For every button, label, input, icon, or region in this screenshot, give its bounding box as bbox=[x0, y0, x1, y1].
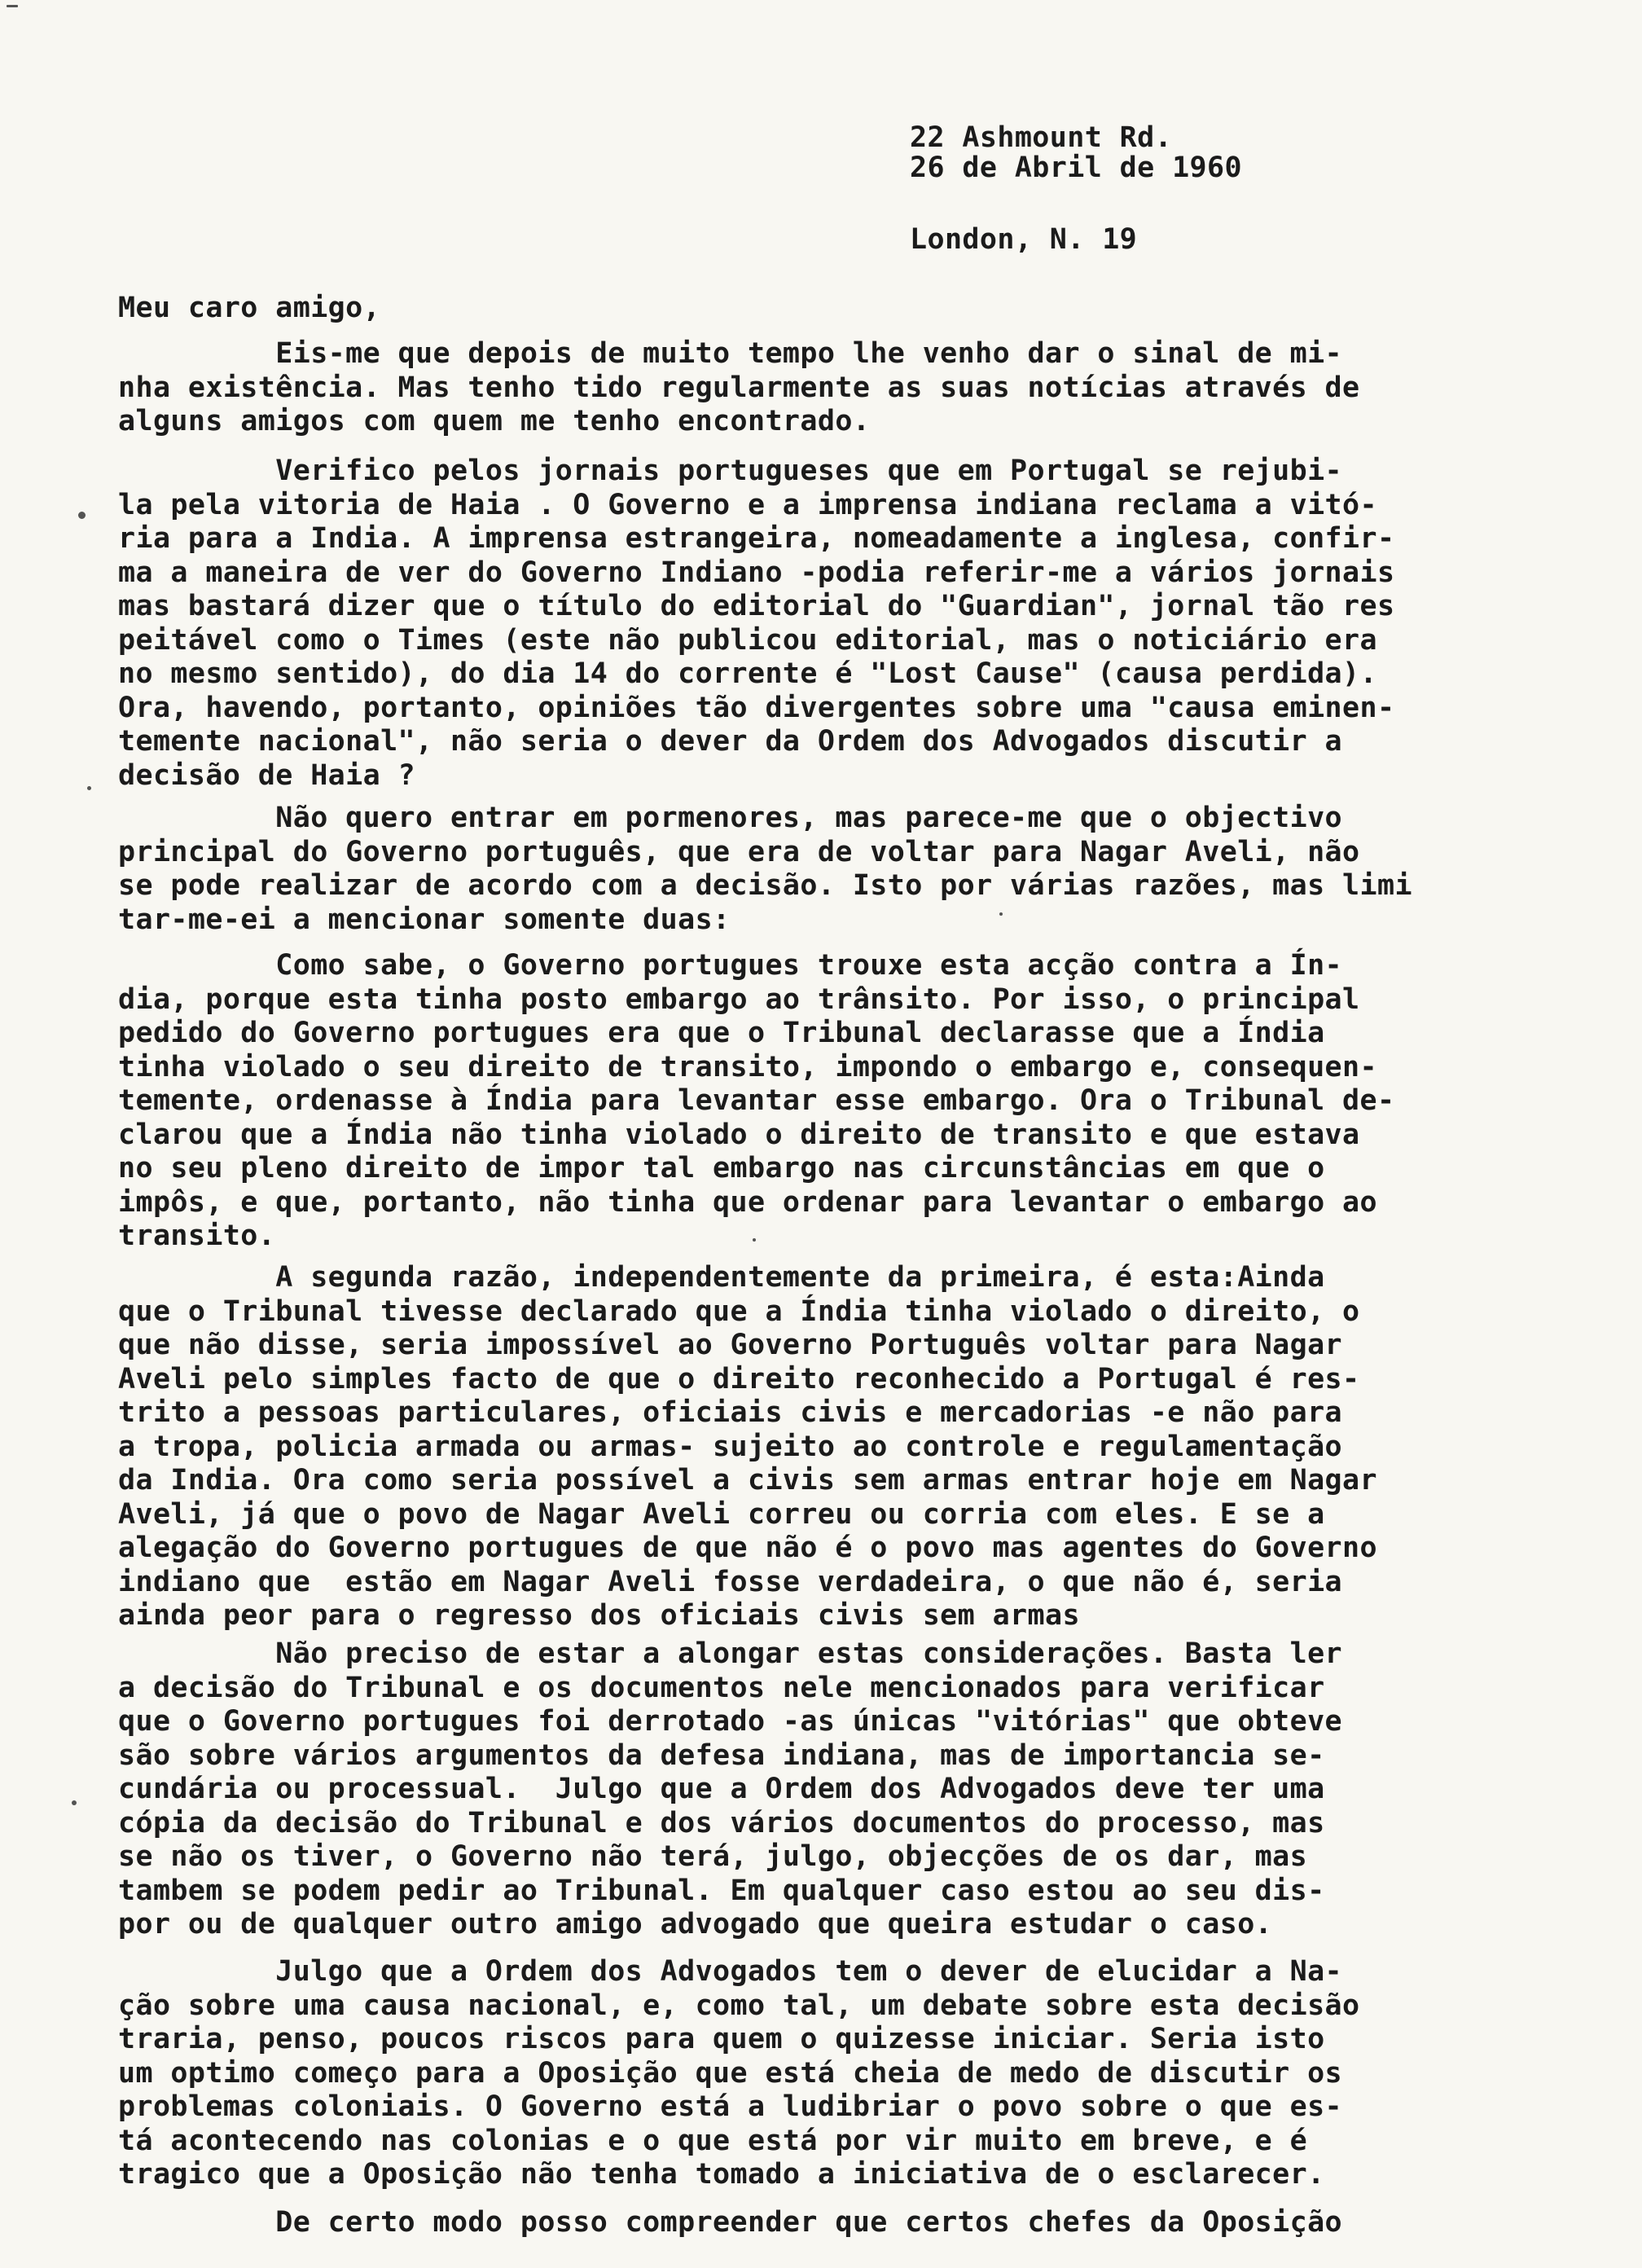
letter-date: 26 de Abril de 1960 bbox=[910, 152, 1242, 184]
address-line-2: London, N. 19 bbox=[910, 222, 1138, 256]
text-line: trito a pessoas particulares, oficiais civis e mercadorias -e não para bbox=[118, 1396, 1343, 1429]
text-line: traria, penso, poucos riscos para quem o quizesse iniciar. Seria isto bbox=[118, 2023, 1325, 2055]
text-line: A segunda razão, independentemente da primeira, é esta:Ainda bbox=[118, 1261, 1325, 1294]
text-line: Julgo que a Ordem dos Advogados tem o dever de elucidar a Na- bbox=[118, 1955, 1343, 1988]
text-line: Aveli pelo simples facto de que o direito reconhecido a Portugal é res- bbox=[118, 1362, 1360, 1396]
scan-speck bbox=[87, 786, 91, 790]
text-line: Aveli, já que o povo de Nagar Aveli correu ou corria com eles. E se a bbox=[118, 1497, 1325, 1531]
text-line: por ou de qualquer outro amigo advogado que queira estudar o caso. bbox=[118, 1908, 1273, 1941]
paragraph-6 bbox=[118, 1637, 1519, 1942]
paragraph-2 bbox=[118, 455, 1519, 793]
text-line: no mesmo sentido), do dia 14 do corrente é "Lost Cause" (causa perdida). bbox=[118, 657, 1377, 690]
paragraph-3 bbox=[118, 802, 1519, 937]
text-line: mas bastará dizer que o título do editorial do "Guardian", jornal tão res bbox=[118, 590, 1395, 622]
text-line: De certo modo posso compreender que certos chefes da Oposição bbox=[118, 2206, 1343, 2239]
text-line: pedido do Governo portugues era que o Tribunal declarasse que a Índia bbox=[118, 1017, 1325, 1049]
text-line: que o Governo portugues foi derrotado -as únicas "vitórias" que obteve bbox=[118, 1705, 1343, 1738]
text-line: cundária ou processual. Julgo que a Ordem dos Advogados deve ter uma bbox=[118, 1773, 1325, 1805]
text-line: tragico que a Oposição não tenha tomado a iniciativa de o esclarecer. bbox=[118, 2158, 1325, 2191]
text-line: tar-me-ei a mencionar somente duas: bbox=[118, 903, 731, 936]
text-line: ção sobre uma causa nacional, e, como tal, um debate sobre esta decisão bbox=[118, 1989, 1360, 2022]
paragraph-1 bbox=[118, 337, 1519, 439]
text-line: a tropa, policia armada ou armas- sujeito ao controle e regulamentação bbox=[118, 1430, 1343, 1463]
text-line: Não quero entrar em pormenores, mas parece-me que o objectivo bbox=[118, 802, 1343, 834]
text-line: alegação do Governo portugues de que não é o povo mas agentes do Governo bbox=[118, 1532, 1377, 1564]
salutation: Meu caro amigo, bbox=[118, 292, 381, 324]
text-line: Não preciso de estar a alongar estas considerações. Basta ler bbox=[118, 1637, 1343, 1670]
text-line: se pode realizar de acordo com a decisão. Isto por várias razões, mas limi bbox=[118, 869, 1412, 902]
text-line: ma a maneira de ver do Governo Indiano -podia referir-me a vários jornais bbox=[118, 556, 1395, 589]
text-line: transito. bbox=[118, 1220, 276, 1252]
text-line: nha existência. Mas tenho tido regularmente as suas notícias através de bbox=[118, 371, 1360, 404]
text-line: cópia da decisão do Tribunal e dos vários documentos do processo, mas bbox=[118, 1806, 1325, 1839]
text-line: tinha violado o seu direito de transito, impondo o embargo e, consequen- bbox=[118, 1050, 1377, 1083]
text-line: alguns amigos com quem me tenho encontrado. bbox=[118, 405, 871, 437]
paragraph-7 bbox=[118, 1955, 1519, 2192]
text-line: clarou que a Índia não tinha violado o direito de transito e que estava bbox=[118, 1118, 1360, 1151]
paragraph-8 bbox=[118, 2206, 1519, 2240]
sender-address bbox=[910, 54, 1480, 324]
text-line: la pela vitoria de Haia . O Governo e a imprensa indiana reclama a vitó- bbox=[118, 488, 1377, 521]
text-line: dia, porque esta tinha posto embargo ao trânsito. Por isso, o principal bbox=[118, 982, 1360, 1016]
text-line: um optimo começo para a Oposição que está cheia de medo de discutir os bbox=[118, 2056, 1343, 2090]
text-line: peitável como o Times (este não publicou editorial, mas o noticiário era bbox=[118, 623, 1377, 657]
text-line: ainda peor para o regresso dos oficiais civis sem armas bbox=[118, 1599, 1080, 1632]
text-line: principal do Governo português, que era de voltar para Nagar Aveli, não bbox=[118, 835, 1360, 868]
text-line: impôs, e que, portanto, não tinha que ordenar para levantar o embargo ao bbox=[118, 1185, 1377, 1219]
text-line: problemas coloniais. O Governo está a ludibriar o povo sobre o que es- bbox=[118, 2090, 1343, 2123]
scan-speck bbox=[7, 5, 18, 7]
text-line: Como sabe, o Governo portugues trouxe esta acção contra a Ín- bbox=[118, 949, 1343, 982]
text-line: decisão de Haia ? bbox=[118, 758, 416, 792]
text-line: são sobre vários argumentos da defesa indiana, mas de importancia se- bbox=[118, 1738, 1325, 1772]
text-line: temente nacional", não seria o dever da Ordem dos Advogados discutir a bbox=[118, 725, 1343, 758]
text-line: que não disse, seria impossível ao Governo Português voltar para Nagar bbox=[118, 1329, 1343, 1361]
text-line: Verifico pelos jornais portugueses que em Portugal se rejubi- bbox=[118, 455, 1343, 487]
text-line: temente, ordenasse à Índia para levantar esse embargo. Ora o Tribunal de- bbox=[118, 1084, 1395, 1117]
scan-speck bbox=[78, 512, 86, 519]
text-line: a decisão do Tribunal e os documentos nele mencionados para verificar bbox=[118, 1671, 1325, 1704]
paragraph-5 bbox=[118, 1261, 1519, 1633]
text-line: ria para a India. A imprensa estrangeira, nomeadamente a inglesa, confir- bbox=[118, 522, 1395, 555]
text-line: Eis-me que depois de muito tempo lhe venho dar o sinal de mi- bbox=[118, 337, 1343, 370]
text-line: Ora, havendo, portanto, opiniões tão divergentes sobre uma "causa eminen- bbox=[118, 691, 1395, 724]
text-line: tá acontecendo nas colonias e o que está por vir muito em breve, e é bbox=[118, 2124, 1308, 2157]
text-line: no seu pleno direito de impor tal embargo nas circunstâncias em que o bbox=[118, 1152, 1325, 1185]
text-line: tambem se podem pedir ao Tribunal. Em qualquer caso estou ao seu dis- bbox=[118, 1874, 1325, 1907]
scan-speck bbox=[72, 1800, 77, 1805]
text-line: da India. Ora como seria possível a civis sem armas entrar hoje em Nagar bbox=[118, 1464, 1377, 1497]
text-line: indiano que estão em Nagar Aveli fosse verdadeira, o que não é, seria bbox=[118, 1565, 1343, 1598]
text-line: que o Tribunal tivesse declarado que a Índia tinha violado o direito, o bbox=[118, 1294, 1360, 1328]
address-line-1: 22 Ashmount Rd. bbox=[910, 121, 1173, 154]
paragraph-4 bbox=[118, 949, 1519, 1254]
text-line: se não os tiver, o Governo não terá, julgo, objecções de os dar, mas bbox=[118, 1840, 1308, 1873]
